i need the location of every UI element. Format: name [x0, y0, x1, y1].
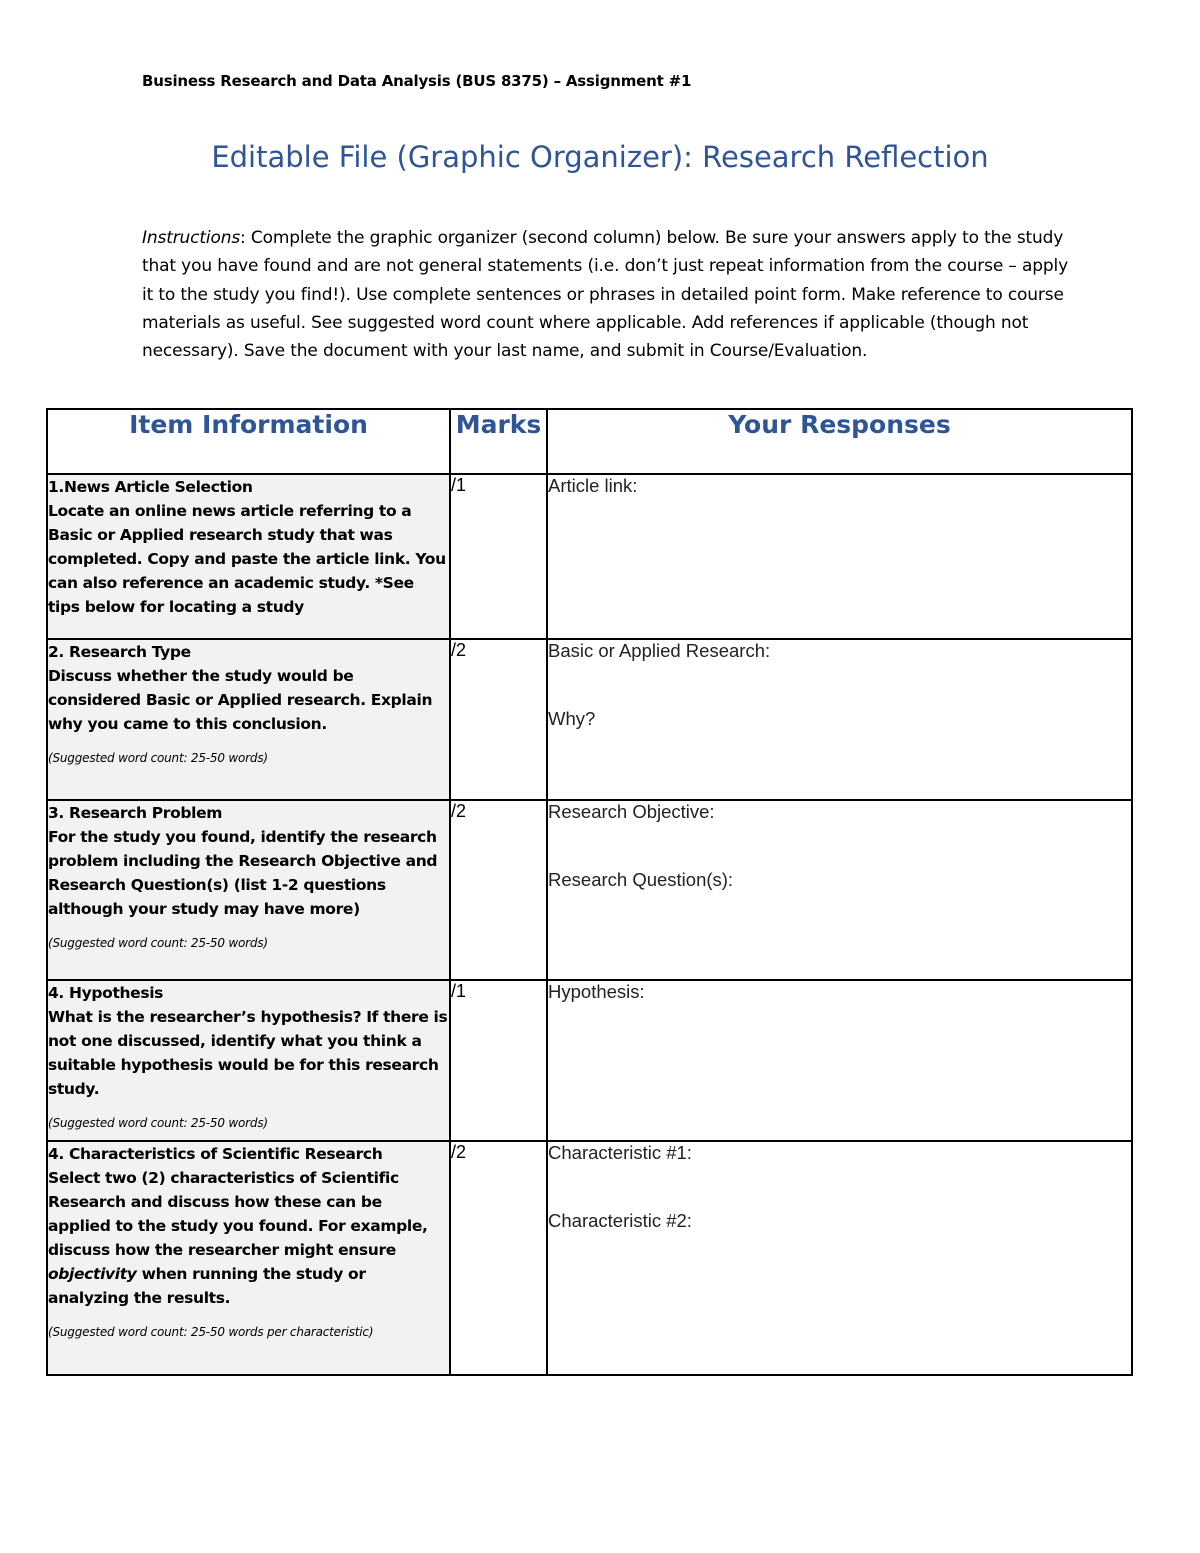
instructions-label: Instructions	[142, 228, 241, 248]
header-marks	[450, 409, 547, 474]
item-description	[48, 1166, 449, 1310]
marks-cell: /2	[450, 1141, 547, 1375]
item-description: For the study you found, identify the research problem including the Research Objective and Research Question(s) (list 1-2 questions although your study may have more)	[48, 828, 438, 918]
response-label: Characteristic #1:	[548, 1142, 692, 1163]
item-cell	[47, 474, 450, 639]
instructions-paragraph	[142, 224, 1072, 365]
marks-cell: /2	[450, 639, 547, 800]
response-label: Characteristic #2:	[548, 1210, 692, 1231]
marks-cell: /1	[450, 474, 547, 639]
document-title: Editable File (Graphic Organizer): Research Reflection	[211, 140, 989, 174]
document-header: Business Research and Data Analysis (BUS 8375) – Assignment #1	[142, 72, 692, 90]
item-title: 4. Hypothesis	[48, 984, 164, 1002]
table-header-row	[47, 409, 1132, 474]
response-label: Article link:	[548, 475, 638, 496]
response-cell[interactable]	[547, 474, 1132, 639]
word-count-note: (Suggested word count: 25-50 words)	[48, 936, 268, 950]
item-cell	[47, 639, 450, 800]
marks-cell: /1	[450, 980, 547, 1141]
item-description-emphasis: objectivity	[48, 1265, 137, 1283]
item-description-part: Select two (2) characteristics of Scientific Research and discuss how these can be applied to the study you found. For example, discuss how the researcher might ensure	[48, 1169, 428, 1259]
table-row	[47, 639, 1132, 800]
item-cell	[47, 980, 450, 1141]
response-label: Basic or Applied Research:	[548, 640, 771, 661]
item-title: 1.News Article Selection	[48, 478, 253, 496]
instructions-text: : Complete the graphic organizer (second column) below. Be sure your answers apply to the study that you have found and are not general statements (i.e. don’t just repeat information from the course – apply it to the study you find!). Use complete sentences or phrases in detailed point form. Make reference to course materials as useful. See suggested word count where applicable. Add references if applicable (though not necessary). Save the document with your last name, and submit in Course/Evaluation.	[142, 228, 1069, 362]
table-row	[47, 980, 1132, 1141]
response-label: Research Objective:	[548, 801, 715, 822]
item-cell	[47, 1141, 450, 1375]
header-your-responses: Your Responses	[547, 409, 1132, 474]
item-description-part: when running the study or analyzing the results.	[48, 1265, 366, 1307]
table-row	[47, 474, 1132, 639]
response-cell[interactable]	[547, 639, 1132, 800]
word-count-note: (Suggested word count: 25-50 words per characteristic)	[48, 1325, 374, 1339]
table-row	[47, 1141, 1132, 1375]
response-label: Research Question(s):	[548, 869, 734, 890]
item-description: Discuss whether the study would be considered Basic or Applied research. Explain why you came to this conclusion.	[48, 667, 433, 733]
word-count-note: (Suggested word count: 25-50 words)	[48, 751, 268, 765]
item-description: Locate an online news article referring to a Basic or Applied research study that was completed. Copy and paste the article link. You can also reference an academic study. *See tips below for locating a study	[48, 502, 446, 616]
response-label: Why?	[548, 708, 596, 729]
item-title: 4. Characteristics of Scientific Research	[48, 1145, 383, 1163]
response-cell[interactable]	[547, 1141, 1132, 1375]
response-cell[interactable]	[547, 800, 1132, 980]
word-count-note: (Suggested word count: 25-50 words)	[48, 1116, 268, 1130]
header-item-information: Item Information	[47, 409, 450, 474]
response-label: Hypothesis:	[548, 981, 645, 1002]
item-cell	[47, 800, 450, 980]
graphic-organizer-table	[46, 408, 1133, 1376]
response-cell[interactable]	[547, 980, 1132, 1141]
item-title: 3. Research Problem	[48, 804, 223, 822]
marks-cell: /2	[450, 800, 547, 980]
item-title: 2. Research Type	[48, 643, 191, 661]
item-description: What is the researcher’s hypothesis? If there is not one discussed, identify what you think a suitable hypothesis would be for this research study.	[48, 1008, 448, 1098]
header-marks-label: Marks	[455, 410, 542, 439]
table-row	[47, 800, 1132, 980]
